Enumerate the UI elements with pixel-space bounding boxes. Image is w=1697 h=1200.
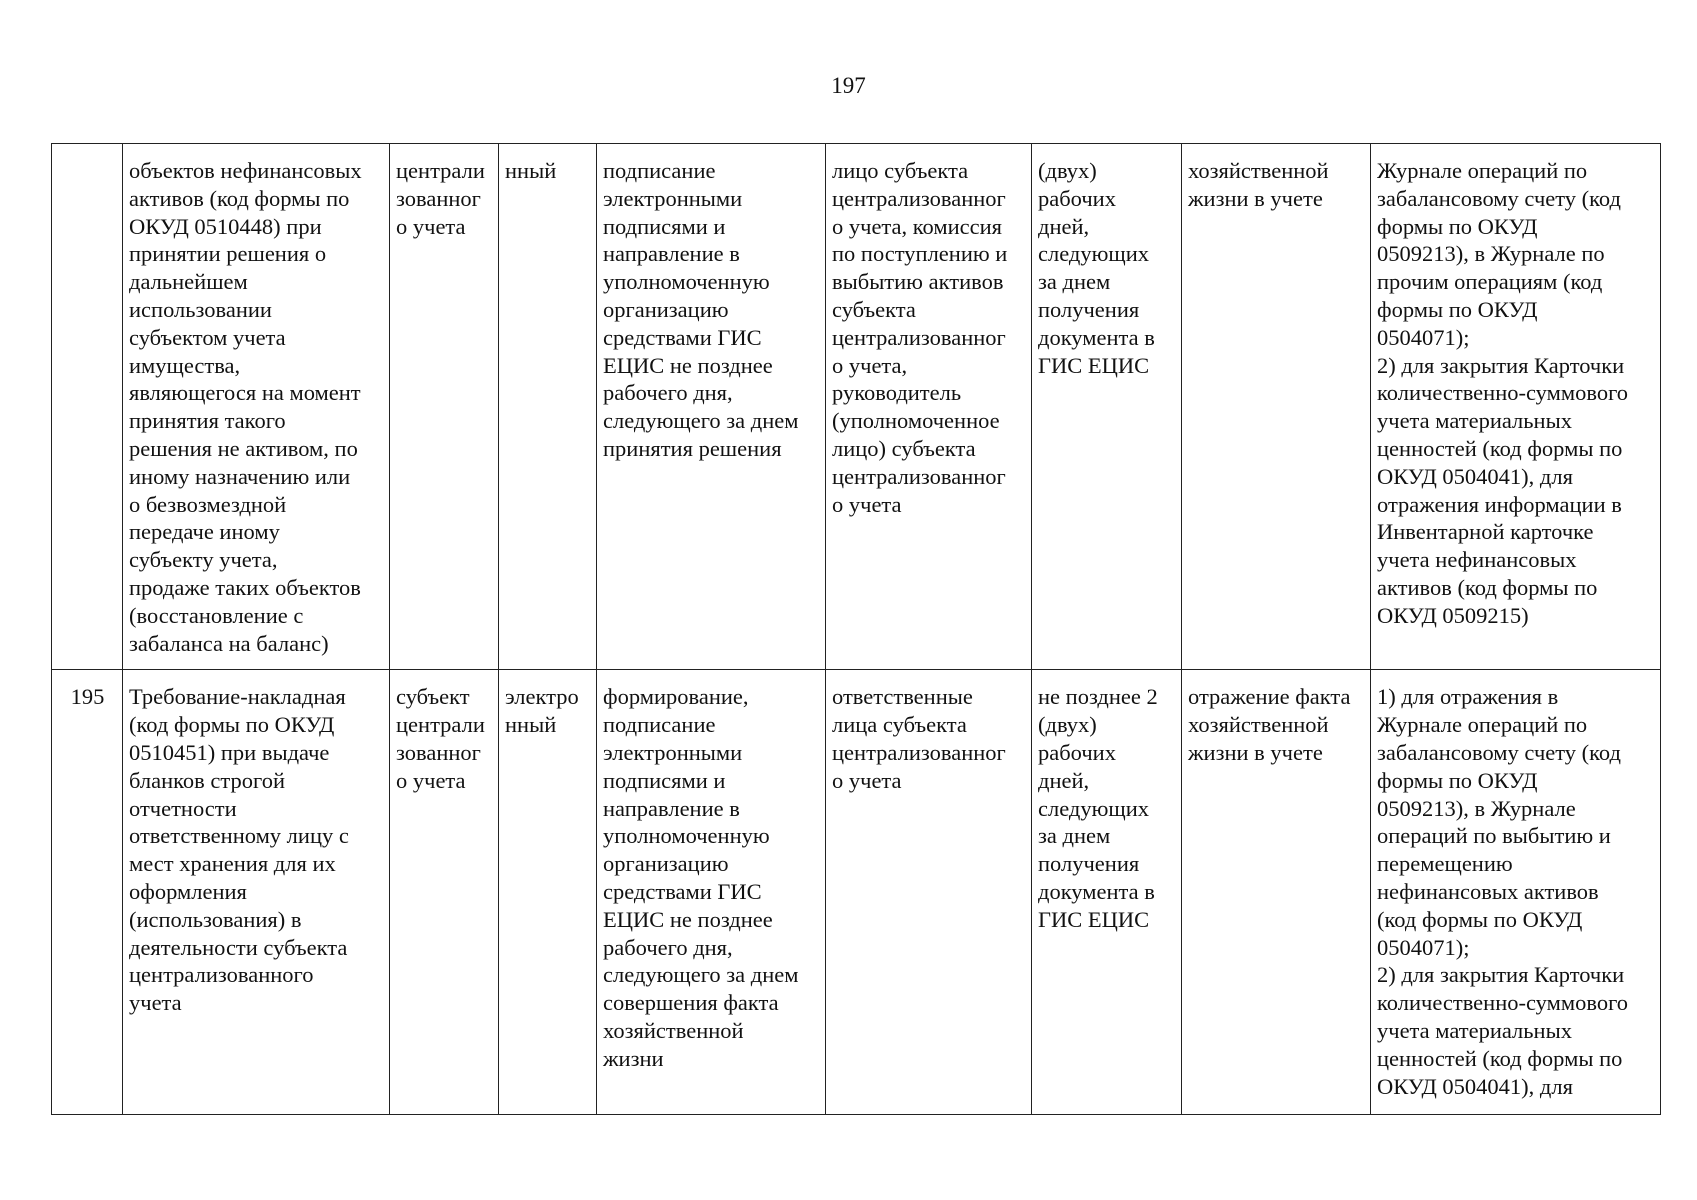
cell-text-line: дальнейшем — [129, 269, 248, 295]
cell-text-line: субъект — [396, 684, 470, 710]
cell-text-line: по поступлению и — [832, 241, 1008, 267]
cell-text-line: забаланса на баланс) — [129, 630, 329, 656]
responsible-persons-cell — [826, 144, 1032, 670]
cell-text-line: объектов нефинансовых — [129, 158, 362, 183]
cell-text-line: нный — [505, 158, 557, 183]
cell-text-line: прочим операциям (код — [1377, 269, 1603, 295]
cell-text-line: совершения факта — [603, 990, 779, 1016]
cell-text-line: рабочего дня, — [603, 934, 733, 960]
cell-text-line: централизованног — [832, 324, 1006, 350]
cell-text-line: ОКУД 0504041), для — [1377, 1073, 1573, 1099]
cell-text-line: подписями и — [603, 767, 726, 793]
cell-text-line: ОКУД 0509215) — [1377, 602, 1529, 628]
cell-text-line: (код формы по ОКУД — [129, 712, 335, 738]
cell-text-line: жизни в учете — [1188, 739, 1323, 765]
cell-text-line: отражения информации в — [1377, 491, 1622, 517]
cell-text-line: активов (код формы по — [129, 185, 350, 211]
cell-text-line: 0504071); — [1377, 934, 1470, 960]
cell-text-line: направление в — [603, 795, 740, 821]
cell-text-line: учета нефинансовых — [1377, 547, 1577, 573]
cell-text-line: (использования) в — [129, 906, 302, 932]
cell-text-line: дней, — [1038, 767, 1090, 793]
cell-text-line: учета материальных — [1377, 408, 1572, 434]
purpose-cell — [1182, 144, 1371, 670]
cell-text-line: жизни в учете — [1188, 185, 1323, 211]
notes-cell — [1371, 670, 1661, 1115]
cell-text-line: 0509213), в Журнале — [1377, 795, 1576, 821]
cell-text-line: лицо) субъекта — [832, 435, 976, 461]
cell-text-line: электро — [505, 684, 579, 710]
cell-text-line: рабочих — [1038, 185, 1116, 211]
cell-text-line: 2) для закрытия Карточки — [1377, 352, 1625, 378]
cell-text-line: организацию — [603, 296, 729, 322]
cell-text-line: являющегося на момент — [129, 380, 361, 406]
cell-text-line: о учета — [396, 213, 466, 239]
cell-text-line: о безвозмездной — [129, 491, 287, 517]
cell-text-line: 0509213), в Журнале по — [1377, 241, 1605, 267]
cell-text-line: решения не активом, по — [129, 435, 358, 461]
cell-text-line: ЕЦИС не позднее — [603, 352, 773, 378]
cell-text-line: средствами ГИС — [603, 878, 762, 904]
cell-text-line: принятия такого — [129, 408, 286, 434]
cell-text-line: зованног — [396, 739, 481, 765]
cell-text-line: ГИС ЕЦИС — [1038, 352, 1150, 378]
cell-text-line: электронными — [603, 185, 743, 211]
cell-text-line: лицо субъекта — [832, 158, 969, 183]
cell-text-line: учета материальных — [1377, 1017, 1572, 1043]
purpose-cell — [1182, 670, 1371, 1115]
cell-text-line: за днем — [1038, 269, 1111, 295]
cell-text-line: документа в — [1038, 878, 1155, 904]
cell-text-line: субъекту учета, — [129, 547, 278, 573]
document-name-cell — [123, 144, 390, 670]
cell-text-line: имущества, — [129, 352, 241, 378]
action-cell — [597, 144, 826, 670]
cell-text-line: документа в — [1038, 324, 1155, 350]
cell-text-line: дней, — [1038, 213, 1090, 239]
cell-text-line: уполномоченную — [603, 823, 770, 849]
cell-text-line: о учета — [832, 491, 902, 517]
cell-text-line: иному назначению или — [129, 463, 351, 489]
cell-text-line: субъектом учета — [129, 324, 286, 350]
cell-text-line: (уполномоченное — [832, 408, 1000, 434]
cell-text-line: принятия решения — [603, 435, 782, 461]
creator-cell — [390, 144, 499, 670]
action-cell — [597, 670, 826, 1115]
cell-text: 195 — [70, 684, 105, 710]
cell-text-line: (двух) — [1038, 712, 1097, 738]
cell-text-line: хозяйственной — [1188, 158, 1329, 183]
cell-text-line: нефинансовых активов — [1377, 878, 1599, 904]
cell-text-line: о учета, — [832, 352, 908, 378]
cell-text-line: операций по выбытию и — [1377, 823, 1611, 849]
document-type-cell — [499, 670, 597, 1115]
cell-text-line: учета — [129, 990, 182, 1016]
notes-cell — [1371, 144, 1661, 670]
cell-text-line: Журнале операций по — [1377, 712, 1588, 738]
cell-text-line: деятельности субъекта — [129, 934, 348, 960]
page-number: 197 — [831, 73, 866, 98]
cell-text-line: принятии решения о — [129, 241, 327, 267]
cell-text-line: забалансовому счету (код — [1377, 185, 1621, 211]
cell-text-line: перемещению — [1377, 851, 1513, 877]
cell-text-line: рабочего дня, — [603, 380, 733, 406]
creator-cell — [390, 670, 499, 1115]
cell-text-line: ценностей (код формы по — [1377, 1045, 1623, 1071]
table-body — [52, 144, 1661, 1115]
cell-text-line: ценностей (код формы по — [1377, 435, 1623, 461]
document-type-cell — [499, 144, 597, 670]
cell-text-line: не позднее 2 — [1038, 684, 1158, 710]
cell-text-line: забалансовому счету (код — [1377, 739, 1621, 765]
cell-text-line: хозяйственной — [1188, 712, 1329, 738]
cell-text-line: подписание — [603, 158, 716, 183]
cell-text-line: за днем — [1038, 823, 1111, 849]
cell-text-line: ОКУД 0510448) при — [129, 213, 322, 239]
cell-text-line: ГИС ЕЦИС — [1038, 906, 1150, 932]
cell-text-line: следующих — [1038, 795, 1150, 821]
cell-text-line: рабочих — [1038, 739, 1116, 765]
document-name-cell — [123, 670, 390, 1115]
cell-text-line: 0510451) при выдаче — [129, 739, 330, 765]
cell-text-line: (код формы по ОКУД — [1377, 906, 1583, 932]
cell-text-line: получения — [1038, 851, 1140, 877]
cell-text-line: централизованног — [832, 463, 1006, 489]
cell-text-line: средствами ГИС — [603, 324, 762, 350]
cell-text-line: формы по ОКУД — [1377, 213, 1538, 239]
cell-text-line: 0504071); — [1377, 324, 1470, 350]
cell-text-line: подписями и — [603, 213, 726, 239]
cell-text-line: формы по ОКУД — [1377, 767, 1538, 793]
cell-text-line: передаче иному — [129, 519, 280, 545]
cell-text-line: организацию — [603, 851, 729, 877]
cell-text-line: 2) для закрытия Карточки — [1377, 962, 1625, 988]
cell-text-line: жизни — [603, 1045, 664, 1071]
responsible-persons-cell — [826, 670, 1032, 1115]
cell-text-line: централизованног — [832, 185, 1006, 211]
cell-text-line: следующего за днем — [603, 962, 799, 988]
row-number-cell — [52, 144, 123, 670]
cell-text-line: следующих — [1038, 241, 1150, 267]
cell-text-line: зованног — [396, 185, 481, 211]
cell-text-line: уполномоченную — [603, 269, 770, 295]
table-row — [52, 670, 1661, 1115]
cell-text-line: Журнале операций по — [1377, 158, 1588, 183]
cell-text-line: отражение факта — [1188, 684, 1351, 710]
document-table — [51, 143, 1661, 1115]
cell-text-line: продаже таких объектов — [129, 574, 361, 600]
cell-text-line: электронными — [603, 739, 743, 765]
cell-text-line: формирование, — [603, 684, 749, 710]
cell-text-line: централизованног — [832, 739, 1006, 765]
cell-text-line: субъекта — [832, 296, 916, 322]
table-row — [52, 144, 1661, 670]
cell-text-line: централизованного — [129, 962, 314, 988]
cell-text-line: 1) для отражения в — [1377, 684, 1559, 710]
cell-text-line: бланков строгой — [129, 767, 285, 793]
cell-text-line: Инвентарной карточке — [1377, 519, 1594, 545]
cell-text-line: ответственному лицу с — [129, 823, 349, 849]
cell-text-line: получения — [1038, 296, 1140, 322]
cell-text-line: централи — [396, 712, 485, 738]
cell-text-line: подписание — [603, 712, 716, 738]
cell-text-line: активов (код формы по — [1377, 574, 1598, 600]
cell-text-line: мест хранения для их — [129, 851, 336, 877]
cell-text-line: отчетности — [129, 795, 237, 821]
cell-text-line: нный — [505, 712, 557, 738]
cell-text-line: о учета — [396, 767, 466, 793]
cell-text-line: Требование-накладная — [129, 684, 346, 710]
cell-text-line: о учета — [832, 767, 902, 793]
cell-text-line: о учета, комиссия — [832, 213, 1003, 239]
cell-text-line: (двух) — [1038, 158, 1097, 183]
cell-text-line: оформления — [129, 878, 247, 904]
cell-text-line: (восстановление с — [129, 602, 304, 628]
deadline-cell — [1032, 144, 1182, 670]
cell-text-line: количественно-суммового — [1377, 990, 1629, 1016]
cell-text-line: ЕЦИС не позднее — [603, 906, 773, 932]
cell-text-line: централи — [396, 158, 485, 183]
cell-text-line: хозяйственной — [603, 1017, 744, 1043]
cell-text-line: формы по ОКУД — [1377, 296, 1538, 322]
cell-text-line: выбытию активов — [832, 269, 1004, 295]
cell-text-line: ответственные — [832, 684, 973, 710]
deadline-cell — [1032, 670, 1182, 1115]
cell-text-line: направление в — [603, 241, 740, 267]
row-number-cell — [52, 670, 123, 1115]
cell-text-line: использовании — [129, 296, 272, 322]
cell-text-line: ОКУД 0504041), для — [1377, 463, 1573, 489]
cell-text-line: лица субъекта — [832, 712, 967, 738]
cell-text-line: следующего за днем — [603, 408, 799, 434]
cell-text-line: руководитель — [832, 380, 962, 406]
cell-text-line: количественно-суммового — [1377, 380, 1629, 406]
